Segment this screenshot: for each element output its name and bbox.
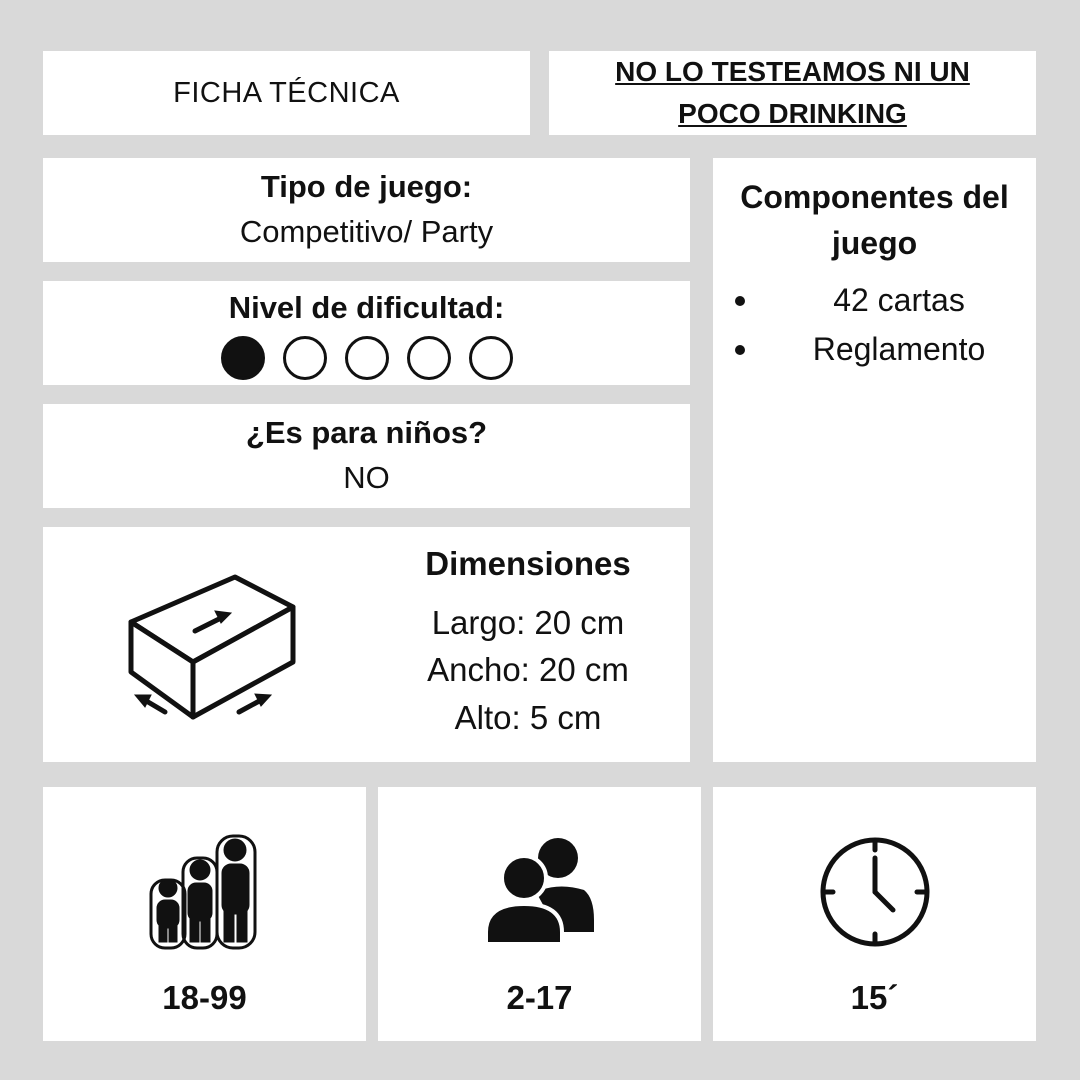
difficulty-dot-2 <box>283 336 327 380</box>
componentes-list <box>735 276 1025 374</box>
dimensiones-info <box>388 539 668 742</box>
nivel-label: Nivel de dificultad: <box>228 289 505 325</box>
para-ninos-card <box>43 404 690 508</box>
ficha-tecnica-label: FICHA TÉCNICA <box>173 76 400 109</box>
time-value: 15´ <box>850 979 899 1016</box>
tipo-value: Competitivo/ Party <box>239 214 494 249</box>
players-value: 2-17 <box>506 979 573 1016</box>
clock-icon <box>815 832 935 952</box>
dimension-ancho: Ancho: 20 cm <box>427 651 629 689</box>
component-item: 42 cartas <box>833 282 965 318</box>
tipo-label: Tipo de juego: <box>260 169 473 205</box>
box-dimensions-icon <box>123 567 323 737</box>
tipo-de-juego-card <box>43 158 690 262</box>
game-title: NO LO TESTEAMOS NI UN POCO DRINKING <box>615 56 970 129</box>
list-item <box>735 276 1025 325</box>
ninos-value: NO <box>343 460 390 495</box>
dimensiones-card <box>43 527 690 762</box>
difficulty-dot-1 <box>221 336 265 380</box>
dimension-alto: Alto: 5 cm <box>454 699 602 737</box>
dimension-largo: Largo: 20 cm <box>431 603 625 641</box>
difficulty-dot-3 <box>345 336 389 380</box>
game-title-card <box>549 51 1036 135</box>
difficulty-dot-4 <box>407 336 451 380</box>
dimensiones-label: Dimensiones <box>425 545 631 582</box>
bullet-icon <box>735 296 745 306</box>
difficulty-rating <box>221 336 513 380</box>
list-item <box>735 325 1025 374</box>
component-item: Reglamento <box>812 331 986 367</box>
age-card <box>43 787 366 1041</box>
ninos-label: ¿Es para niños? <box>245 415 488 451</box>
players-icon <box>480 832 600 952</box>
ficha-tecnica-card <box>43 51 530 135</box>
bullet-icon <box>735 345 745 355</box>
componentes-title: Componentes del juego <box>740 179 1009 262</box>
componentes-card <box>713 158 1036 762</box>
age-value: 18-99 <box>162 979 247 1016</box>
time-card <box>713 787 1036 1041</box>
players-card <box>378 787 701 1041</box>
nivel-dificultad-card <box>43 281 690 385</box>
age-group-icon <box>145 832 265 952</box>
difficulty-dot-5 <box>469 336 513 380</box>
